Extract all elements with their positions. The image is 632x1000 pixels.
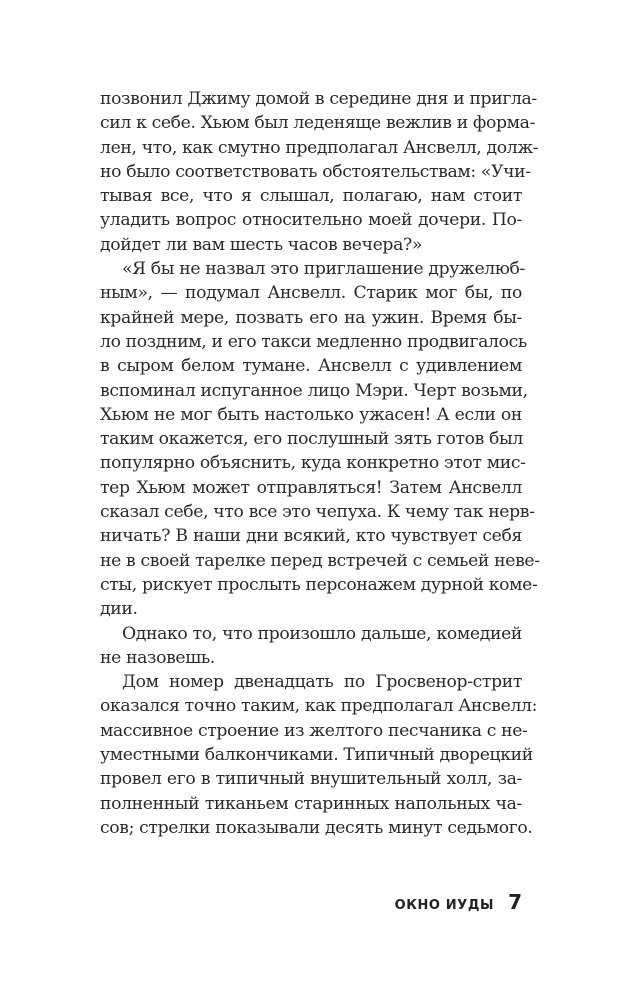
text-line: Хьюм не мог быть настолько ужасен! А если он — [100, 404, 522, 425]
text-line: не в своей тарелке перед встречей с семьей неве- — [100, 550, 540, 571]
text-line: дии. — [100, 599, 138, 620]
text-line: провел его в типичный внушительный холл, за- — [100, 769, 522, 790]
text-line: в сыром белом тумане. Ансвелл с удивлением — [100, 356, 522, 377]
text-line: тывая все, что я слышал, полагаю, нам стоит — [100, 186, 522, 207]
text-line: сов; стрелки показывали десять минут седьмого. — [100, 817, 533, 838]
text-line: сил к себе. Хьюм был леденяще вежлив и форма- — [100, 113, 536, 134]
text-line: Однако то, что произошло дальше, комедией — [122, 623, 522, 644]
text-line: сты, рискует прослыть персонажем дурной коме- — [100, 574, 538, 595]
text-line: вспоминал испуганное лицо Мэри. Черт возьми, — [100, 380, 528, 401]
text-line: ло поздним, и его такси медленно продвигалось — [100, 331, 527, 352]
text-line: ничать? В наши дни всякий, кто чувствует себя — [100, 526, 522, 547]
text-line: лен, что, как смутно предполагал Ансвелл, долж- — [100, 137, 539, 158]
text-line: крайней мере, позвать его на ужин. Время бы- — [100, 307, 522, 328]
page-footer — [395, 890, 522, 914]
text-line: массивное строение из желтого песчаника с не- — [100, 720, 528, 741]
text-line: «Я бы не назвал это приглашение дружелюб- — [122, 259, 525, 280]
text-line: тер Хьюм может отправляться! Затем Ансвелл — [100, 477, 522, 498]
text-line: Дом номер двенадцать по Гросвенор-стрит — [122, 672, 522, 693]
text-line: оказался точно таким, как предполагал Ансвелл: — [100, 696, 538, 717]
text-line: уладить вопрос относительно моей дочери. По- — [100, 210, 522, 231]
page-number: 7 — [508, 890, 522, 914]
body-text — [100, 87, 540, 840]
text-line: полненный тиканьем старинных напольных ча- — [100, 793, 522, 814]
text-line: позвонил Джиму домой в середине дня и пригла- — [100, 89, 537, 109]
text-line: таким окажется, его послушный зять готов был — [100, 429, 523, 450]
running-title: ОКНО ИУДЫ — [394, 898, 495, 913]
text-line: не назовешь. — [100, 647, 215, 668]
text-line: уместными балкончиками. Типичный дворецкий — [100, 745, 533, 766]
text-line: сказал себе, что все это чепуха. К чему так нерв- — [100, 502, 535, 523]
text-line: популярно объяснить, куда конкретно этот мис- — [100, 453, 526, 474]
text-line: ным», — подумал Ансвелл. Старик мог бы, по — [100, 283, 522, 304]
text-line: дойдет ли вам шесть часов вечера?» — [100, 234, 422, 255]
text-line: но было соответствовать обстоятельствам: «Учи- — [100, 161, 531, 182]
